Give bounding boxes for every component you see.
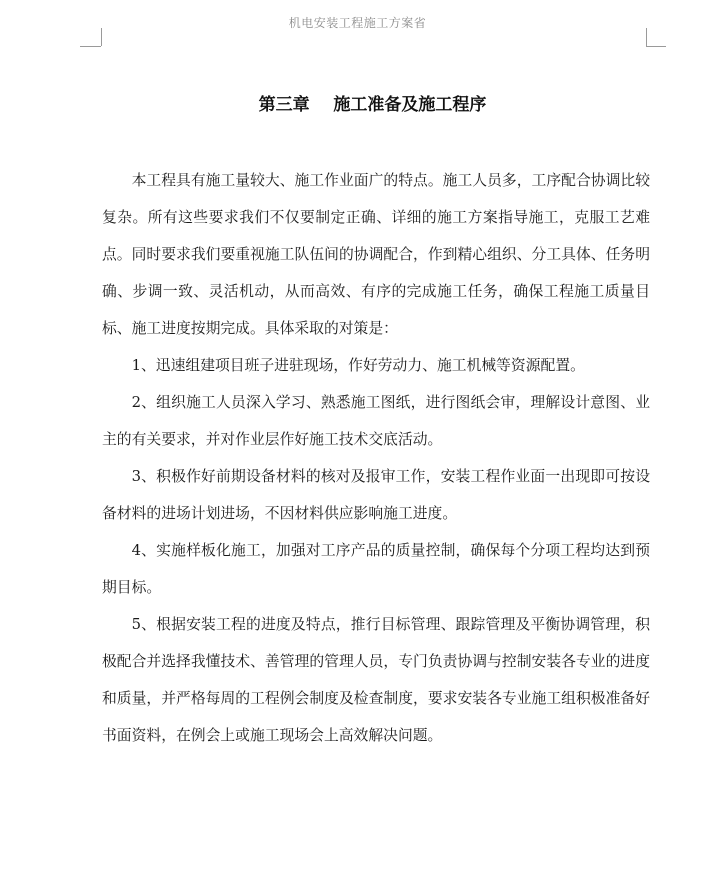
paragraph-item-4: 4、实施样板化施工，加强对工序产品的质量控制，确保每个分项工程均达到预期目标。 <box>102 542 650 596</box>
crop-mark-top-right-horizontal <box>646 46 666 47</box>
paragraph-intro: 本工程具有施工量较大、施工作业面广的特点。施工人员多，工序配合协调比较复杂。所有这些要求我们不仅要制定正确、详细的施工方案指导施工，克服工艺难点。同时要求我们要重视施工队伍间的协调配合，作到精心组织、分工具体、任务明确、步调一致、灵活机动，从而高效、有序的完成施工任务，确保工程施工质量目标、施工进度按期完成。具体采取的对策是： <box>102 172 650 337</box>
paragraph-item-2: 2、组织施工人员深入学习、熟悉施工图纸，进行图纸会审，理解设计意图、业主的有关要求，并对作业层作好施工技术交底活动。 <box>102 394 650 448</box>
document-body <box>102 162 650 754</box>
chapter-title: 第三章 施工准备及施工程序 <box>258 95 487 115</box>
paragraph-item-5: 5、根据安装工程的进度及特点，推行目标管理、跟踪管理及平衡协调管理，积极配合并选择我懂技术、善管理的管理人员，专门负责协调与控制安装各专业的进度和质量，并严格每周的工程例会制度及检查制度，要求安装各专业施工组积极准备好书面资料，在例会上或施工现场会上高效解决问题。 <box>102 616 650 744</box>
paragraph-item-3: 3、积极作好前期设备材料的核对及报审工作，安装工程作业面一出现即可按设备材料的进场计划进场，不因材料供应影响施工进度。 <box>102 468 650 522</box>
crop-mark-top-left-vertical <box>101 28 102 46</box>
running-header: 机电安装工程施工方案省 <box>288 16 427 30</box>
crop-mark-top-left-horizontal <box>80 46 101 47</box>
crop-mark-top-right-vertical <box>646 28 647 46</box>
paragraph-item-1: 1、迅速组建项目班子进驻现场，作好劳动力、施工机械等资源配置。 <box>131 357 585 374</box>
